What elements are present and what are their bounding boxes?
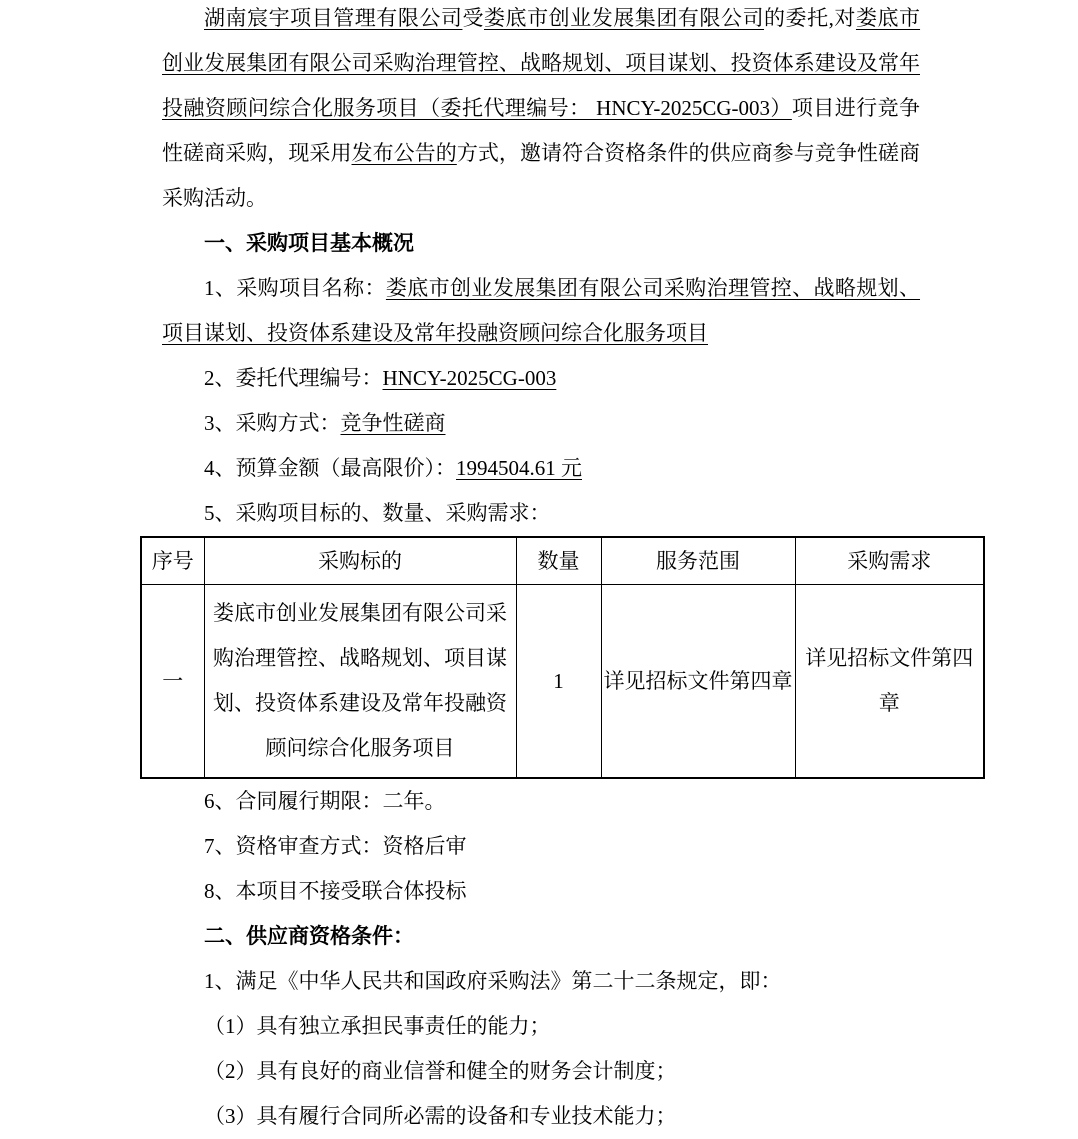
item-qualification-review: 7、资格审查方式：资格后审 — [204, 834, 467, 858]
column-header-subject: 采购标的 — [204, 537, 516, 585]
text-segment: 4、预算金额（最高限价）： — [204, 456, 456, 480]
text-segment: 方式，邀请符合资格条件的供应商参与竞争性磋商采购活动。 — [162, 141, 921, 210]
procurement-table-body — [141, 585, 984, 779]
column-header-quantity: 数量 — [516, 537, 601, 585]
text-segment: 受 — [462, 6, 485, 30]
procurement-table-header — [141, 537, 984, 585]
procurement-table — [140, 536, 985, 779]
condition-equipment-skill: （3）具有履行合同所必需的设备和专业技术能力； — [204, 1104, 677, 1128]
underlined-segment: 1994504.61 元 — [456, 456, 582, 480]
item-no-consortium: 8、本项目不接受联合体投标 — [204, 879, 467, 903]
column-header-seq: 序号 — [141, 537, 204, 585]
table-header-row — [141, 537, 984, 585]
underlined-segment: 竞争性磋商 — [340, 411, 446, 435]
underlined-segment: 湖南宸宇项目管理有限公司 — [204, 6, 463, 30]
text-segment: 的委托,对 — [764, 6, 856, 30]
intro-paragraph — [162, 0, 920, 221]
item-procurement-method — [162, 401, 920, 446]
item-law-requirement: 1、满足《中华人民共和国政府采购法》第二十二条规定，即： — [204, 969, 782, 993]
section2-heading: 二、供应商资格条件： — [204, 925, 414, 948]
item-budget — [162, 446, 920, 491]
text-segment: 项目进行竞争性磋商采购，现采用 — [162, 96, 921, 165]
underlined-segment: 娄底市创业发展集团有限公司采购治理管控、战略规划、项目谋划、投资体系建设及常年投融资顾问综合化服务项目（委托代理编号： HNCY-2025CG-003） — [162, 6, 921, 120]
underlined-segment: 娄底市创业发展集团有限公司 — [484, 6, 765, 30]
condition-civil-liability: （1）具有独立承担民事责任的能力； — [204, 1014, 551, 1038]
table-row — [141, 585, 984, 779]
underlined-segment: 发布公告的 — [351, 141, 457, 165]
table-cell: 详见招标文件第四章 — [795, 585, 984, 779]
table-cell: 详见招标文件第四章 — [601, 585, 795, 779]
text-segment: 3、采购方式： — [204, 411, 341, 435]
table-cell: 娄底市创业发展集团有限公司采购治理管控、战略规划、项目谋划、投资体系建设及常年投融资顾问综合化服务项目 — [204, 585, 516, 779]
text-segment: 1、采购项目名称： — [204, 276, 386, 300]
item-project-name — [162, 266, 920, 356]
text-segment: 2、委托代理编号： — [204, 366, 383, 390]
column-header-requirement: 采购需求 — [795, 537, 984, 585]
underlined-segment: 娄底市创业发展集团有限公司采购治理管控、战略规划、项目谋划、投资体系建设及常年投融资顾问综合化服务项目 — [162, 276, 921, 345]
underlined-segment: HNCY-2025CG-003 — [382, 366, 557, 390]
section1-heading: 一、采购项目基本概况 — [204, 232, 414, 255]
condition-credit-finance: （2）具有良好的商业信誉和健全的财务会计制度； — [204, 1059, 677, 1083]
table-cell: 一 — [141, 585, 204, 779]
table-cell: 1 — [516, 585, 601, 779]
item-agency-code — [162, 356, 920, 401]
item-subject-intro: 5、采购项目标的、数量、采购需求： — [204, 501, 551, 525]
item-contract-term: 6、合同履行期限：二年。 — [204, 789, 446, 813]
column-header-service-scope: 服务范围 — [601, 537, 795, 585]
